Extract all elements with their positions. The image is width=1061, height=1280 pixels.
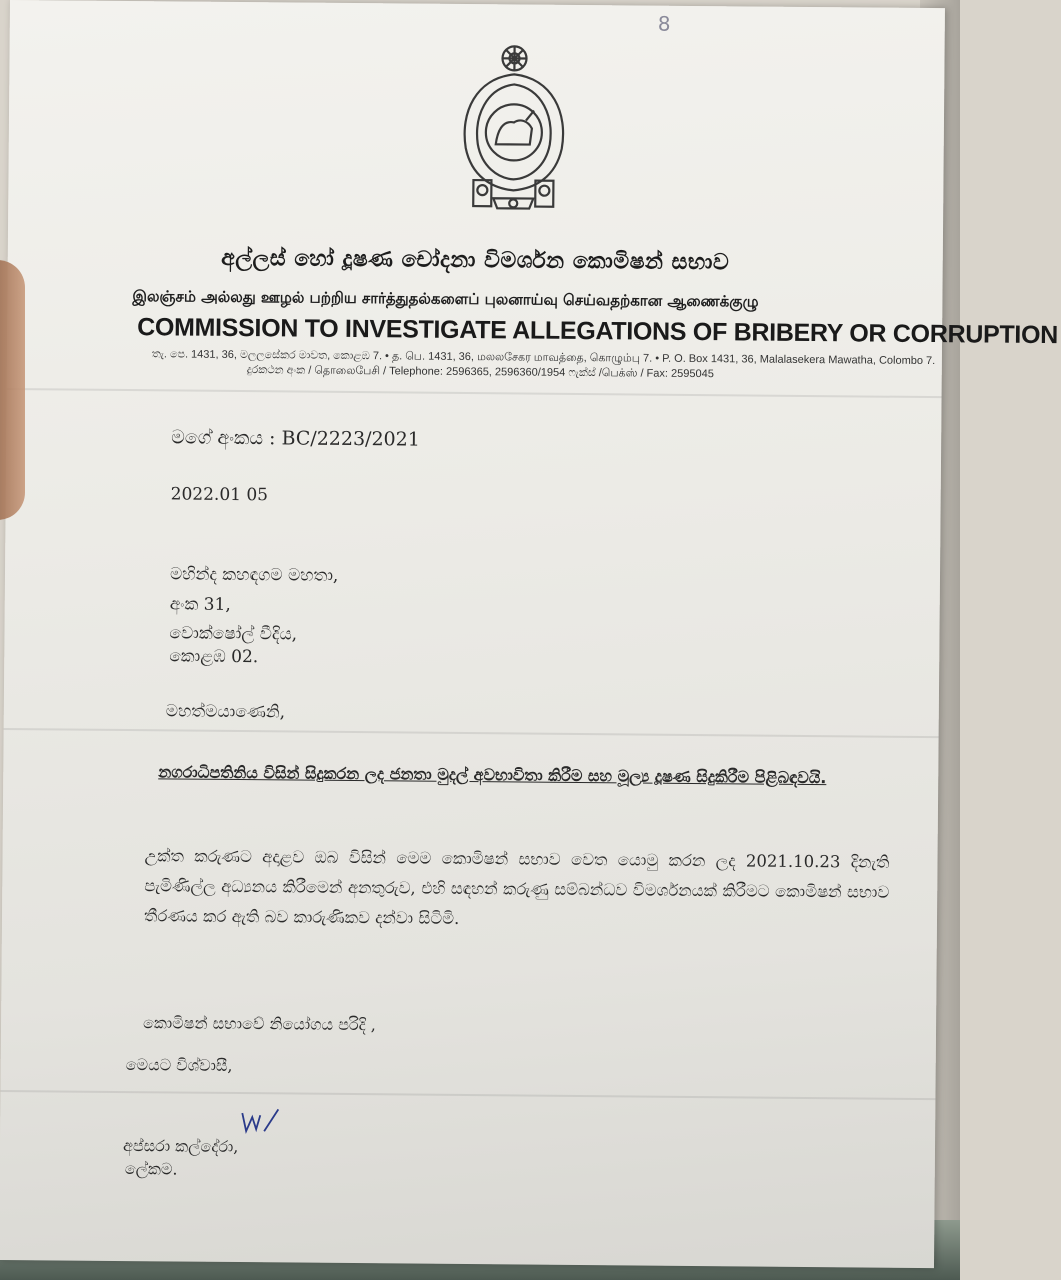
commission-title-english: COMMISSION TO INVESTIGATE ALLEGATIONS OF BRIBERY OR CORRUPTION: [137, 313, 1059, 350]
recipient-address-line: වොක්ෂෝල් වීදිය,: [169, 623, 298, 645]
closing-order-line: කොමිෂන් සභාවේ නියෝගය පරිදි ,: [142, 1013, 377, 1035]
recipient-name: මහින්ද කහඳගම මහතා,: [169, 564, 339, 586]
page-number-mark: 8: [657, 11, 671, 36]
commission-address: තැ. පෙ. 1431, 36, මලලසේකර මාවත, කොළඹ 7. • த. பெ. 1431, 36, மலலசேகர மாவத்தை, கொழும்பு 7. • P. O. Box 1431, 36, Malalasekera Mawatha, Colombo 7.: [151, 348, 936, 368]
thumb-holding-paper: [0, 260, 25, 520]
sri-lanka-emblem: [453, 40, 575, 216]
handwritten-signature: [238, 1107, 288, 1137]
signer-name: අප්සරා කල්දේරා,: [122, 1136, 239, 1157]
reference-number: මගේ අංකය : BC/2223/2021: [171, 426, 420, 451]
closing-faithfully: මෙයට විශ්වාසී,: [125, 1055, 233, 1075]
commission-title-tamil: இலஞ்சம் அல்லது ஊழல் பற்றிய சார்த்துதல்களைப் புலனாய்வு செய்வதற்கான ஆணைக்குழு: [132, 287, 759, 311]
commission-title-sinhala: අල්ලස් හෝ දූෂණ චෝදනා විමර්ශන කොමිෂන් සභාව: [221, 245, 730, 276]
letter-body: උක්ත කරුණට අදාළව ඔබ විසින් මෙම කොමිෂන් සභාව වෙත යොමු කරන ලද 2021.10.23 දිනැති පැමිණිල්ල අධ්‍යනය කිරීමෙන් අනතුරුව, එහි සඳහන් කරුණු සම්බන්ධව විමර්ශනයක් කිරීමට කොමිෂන් සභාව තීරණය කර ඇති බව කාරුණිකව දන්වා සිටිමි.: [143, 846, 890, 928]
paper-fold: [0, 1090, 935, 1100]
signer-title: ලේකම.: [124, 1159, 178, 1179]
letter-date: 2022.01 05: [170, 484, 269, 506]
paper-fold: [7, 388, 942, 398]
letter-subject: නගරාධිපතිනිය විසින් සිදුකරන ලද ජනතා මුදල් අවභාවිතා කිරීම සහ මූල්‍ය දූෂණ සිදුකිරීම පිළිබඳවයි.: [158, 762, 827, 788]
salutation: මහත්මයාණෙනි,: [165, 701, 286, 723]
recipient-address-line: කොළඹ 02.: [169, 646, 259, 668]
paper-fold: [4, 728, 939, 738]
recipient-address-line: අංක 31,: [169, 594, 231, 615]
commission-contact: දුරකථන අංක / தொலைபேசி / Telephone: 2596365, 2596360/1954 ෆැක්ස් /பெக்ஸ் / Fax: 2595045: [246, 364, 714, 381]
